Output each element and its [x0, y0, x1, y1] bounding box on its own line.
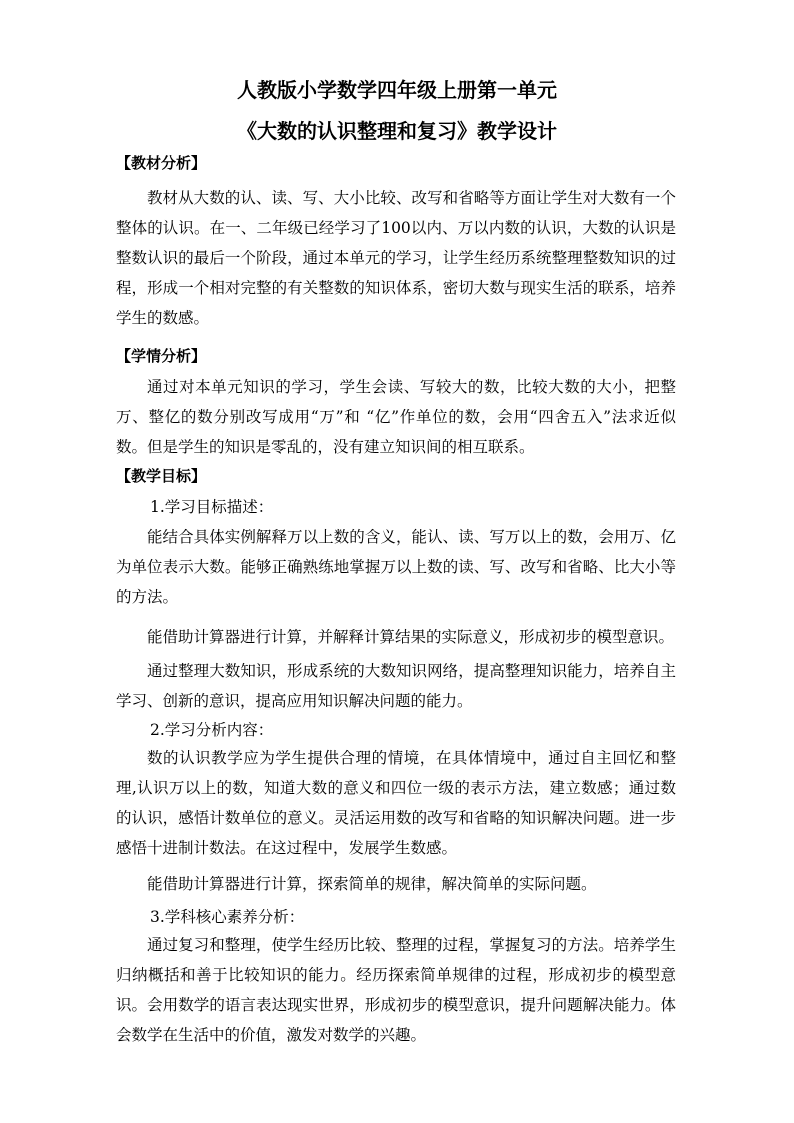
goal-item2-paragraph1: 数的认识教学应为学生提供合理的情境，在具体情境中，通过自主回忆和整理,认识万以上的数，知道大数的意义和四位一级的表示方法，建立数感；通过数的认识，感悟计数单位的意义。灵活运用数的改写和省略的知识解决问题。进一步感悟十进制计数法。在这过程中，发展学生数感。 — [116, 749, 676, 857]
goal-item1-paragraph3: 通过整理大数知识，形成系统的大数知识网络，提高整理知识能力，培养自主学习、创新的意识，提高应用知识解决问题的能力。 — [116, 662, 676, 710]
learning-analysis-paragraph: 通过对本单元知识的学习，学生会读、写较大的数，比较大数的大小，把整万、整亿的数分别改写成用“万”和 “亿”作单位的数，会用“四舍五入”法求近似数。但是学生的知识是零乱的，没有建立知识间的相互联系。 — [116, 378, 676, 456]
document-title-line1: 人教版小学数学四年级上册第一单元 — [237, 78, 557, 102]
material-analysis-paragraph: 教材从大数的认、读、写、大小比较、改写和省略等方面让学生对大数有一个整体的认识。在一、二年级已经学习了100以内、万以内数的认识，大数的认识是整数认识的最后一个阶段，通过本单元的学习，让学生经历系统整理整数知识的过程，形成一个相对完整的有关整数的知识体系，密切大数与现实生活的联系，培养学生的数感。 — [116, 189, 676, 327]
goal-item3-title: 3.学科核心素养分析： — [150, 908, 305, 926]
section-heading-learning-analysis: 【学情分析】 — [116, 347, 207, 365]
goal-item1-paragraph2: 能借助计算器进行计算，并解释计算结果的实际意义，形成初步的模型意识。 — [147, 628, 675, 646]
goal-item1-title: 1.学习目标描述： — [150, 498, 274, 516]
goal-item2-paragraph2: 能借助计算器进行计算，探索简单的规律，解决简单的实际问题。 — [147, 875, 597, 893]
goal-item2-title: 2.学习分析内容： — [150, 721, 274, 739]
document-title-line2: 《大数的认识整理和复习》教学设计 — [237, 119, 557, 143]
goal-item1-paragraph1: 能结合具体实例解释万以上数的含义，能认、读、写万以上的数，会用万、亿为单位表示大数。能够正确熟练地掌握万以上数的读、写、改写和省略、比大小等的方法。 — [116, 528, 676, 606]
section-heading-material-analysis: 【教材分析】 — [116, 154, 207, 172]
section-heading-teaching-goals: 【教学目标】 — [116, 467, 207, 485]
goal-item3-paragraph1: 通过复习和整理，使学生经历比较、整理的过程，掌握复习的方法。培养学生归纳概括和善于比较知识的能力。经历探索简单规律的过程，形成初步的模型意识。会用数学的语言表达现实世界，形成初步的模型意识，提升问题解决能力。体会数学在生活中的价值，激发对数学的兴趣。 — [116, 936, 676, 1044]
